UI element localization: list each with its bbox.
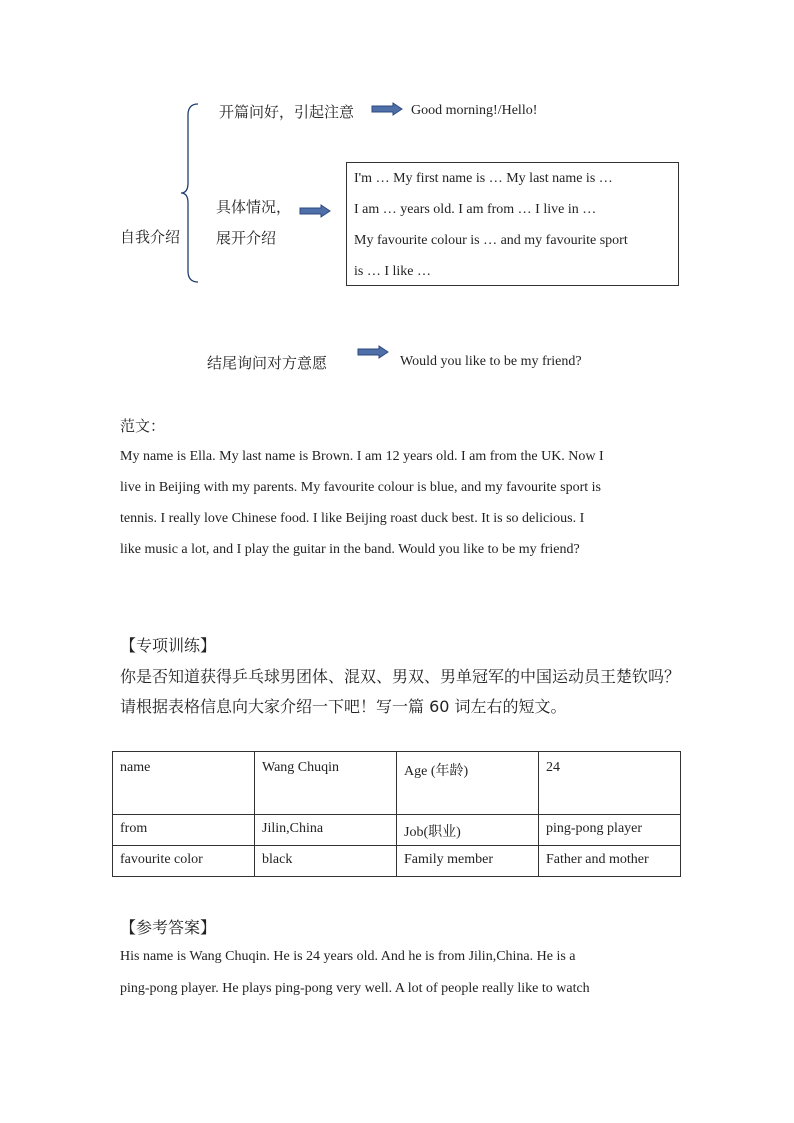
opening-label: 开篇问好，引起注意 — [219, 103, 355, 121]
opening-text: Good morning!/Hello! — [411, 103, 538, 118]
paragraph-line: ping-pong player. He plays ping-pong very well. A lot of people really like to watch — [120, 981, 590, 996]
details-box-line: My favourite colour is … and my favourite sport — [354, 233, 628, 248]
table-row — [113, 846, 681, 877]
table-cell: Father and mother — [539, 846, 681, 877]
arrow-right-icon — [357, 345, 389, 359]
table-row — [113, 815, 681, 846]
details-box-line: is … I like … — [354, 264, 431, 279]
paragraph-line: live in Beijing with my parents. My favourite colour is blue, and my favourite sport is — [120, 480, 601, 495]
exercise-prompt-line2: 请根据表格信息向大家介绍一下吧！写一篇 60 词左右的短文。 — [120, 697, 567, 716]
answer-heading: 【参考答案】 — [120, 918, 217, 937]
arrow-right-icon — [371, 102, 403, 116]
closing-label: 结尾询问对方意愿 — [207, 354, 328, 372]
closing-text: Would you like to be my friend? — [400, 354, 582, 369]
table-cell: ping-pong player — [539, 815, 681, 846]
sample-heading: 范文： — [120, 417, 166, 435]
details-box-line: I am … years old. I am from … I live in … — [354, 202, 597, 217]
table-cell: Jilin,China — [255, 815, 397, 846]
info-table — [112, 751, 681, 877]
exercise-heading: 【专项训练】 — [120, 636, 217, 655]
details-box-line: I'm … My first name is … My last name is … — [354, 171, 613, 186]
outline-center-label: 自我介绍 — [120, 228, 181, 246]
details-label-line2: 展开介绍 — [216, 229, 277, 247]
table-cell: Family member — [397, 846, 539, 877]
paragraph-line: like music a lot, and I play the guitar in the band. Would you like to be my friend? — [120, 542, 580, 557]
exercise-prompt-line1: 你是否知道获得乒乓球男团体、混双、男双、男单冠军的中国运动员王楚钦吗？ — [120, 667, 681, 686]
answer-paragraph — [120, 941, 676, 1005]
table-cell: 24 — [539, 752, 681, 815]
table-cell: from — [113, 815, 255, 846]
sample-paragraph — [120, 441, 676, 565]
paragraph-line: His name is Wang Chuqin. He is 24 years old. And he is from Jilin,China. He is a — [120, 949, 576, 964]
table-row — [113, 752, 681, 815]
paragraph-line: tennis. I really love Chinese food. I like Beijing roast duck best. It is so delicious. I — [120, 511, 585, 526]
details-box — [346, 162, 679, 286]
table-cell: name — [113, 752, 255, 815]
arrow-right-icon — [299, 204, 331, 218]
table-cell: Wang Chuqin — [255, 752, 397, 815]
details-label-line1: 具体情况， — [216, 198, 292, 216]
table-cell: Job(职业) — [397, 815, 539, 846]
curly-brace-icon — [180, 103, 202, 283]
table-cell: black — [255, 846, 397, 877]
table-cell: favourite color — [113, 846, 255, 877]
paragraph-line: My name is Ella. My last name is Brown. I am 12 years old. I am from the UK. Now I — [120, 449, 604, 464]
table-cell: Age (年龄) — [397, 752, 539, 815]
